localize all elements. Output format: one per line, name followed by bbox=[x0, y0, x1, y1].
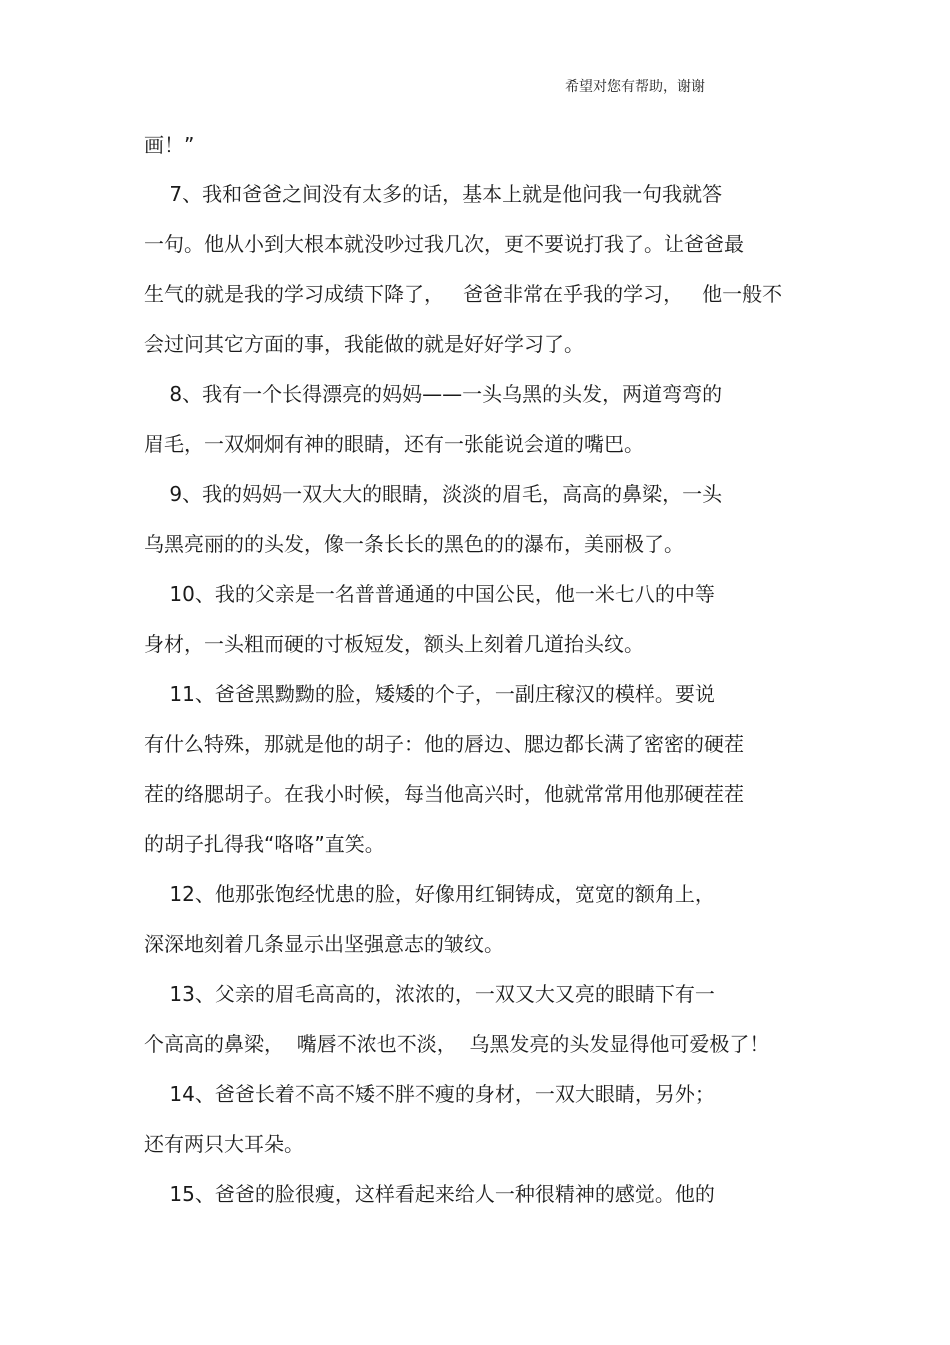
text-line: 会过问其它方面的事，我能做的就是好好学习了。 bbox=[144, 332, 584, 356]
text-line: 11、爸爸黑黝黝的脸，矮矮的个子，一副庄稼汉的模样。要说 bbox=[144, 682, 715, 706]
text-line: 有什么特殊，那就是他的胡子：他的唇边、腮边都长满了密密的硬茬 bbox=[144, 732, 744, 756]
text-line: 8、我有一个长得漂亮的妈妈——一头乌黑的头发，两道弯弯的 bbox=[144, 382, 723, 406]
text-line: 乌黑亮丽的的头发，像一条长长的黑色的的瀑布，美丽极了。 bbox=[144, 532, 684, 556]
text-line: 14、爸爸长着不高不矮不胖不瘦的身材，一双大眼睛，另外； bbox=[144, 1082, 715, 1106]
text-line: 10、我的父亲是一名普普通通的中国公民，他一米七八的中等 bbox=[144, 582, 715, 606]
text-line: 个高高的鼻梁， 嘴唇不浓也不淡， 乌黑发亮的头发显得他可爱极了！ bbox=[144, 1032, 770, 1056]
text-line: 深深地刻着几条显示出坚强意志的皱纹。 bbox=[144, 932, 504, 956]
text-line: 7、我和爸爸之间没有太多的话，基本上就是他问我一句我就答 bbox=[144, 182, 723, 206]
text-line: 还有两只大耳朵。 bbox=[144, 1132, 304, 1156]
text-line: 13、父亲的眉毛高高的，浓浓的，一双又大又亮的眼睛下有一 bbox=[144, 982, 715, 1006]
text-line: 的胡子扎得我“咯咯”直笑。 bbox=[144, 832, 385, 856]
page-header: 希望对您有帮助，谢谢 bbox=[565, 79, 705, 95]
text-line: 9、我的妈妈一双大大的眼睛，淡淡的眉毛，高高的鼻梁，一头 bbox=[144, 482, 723, 506]
text-line: 画！” bbox=[144, 133, 195, 157]
text-line: 生气的就是我的学习成绩下降了， 爸爸非常在乎我的学习， 他一般不 bbox=[144, 282, 783, 306]
text-line: 15、爸爸的脸很瘦，这样看起来给人一种很精神的感觉。他的 bbox=[144, 1182, 715, 1206]
text-line: 一句。他从小到大根本就没吵过我几次，更不要说打我了。让爸爸最 bbox=[144, 232, 744, 256]
text-line: 眉毛，一双炯炯有神的眼睛，还有一张能说会道的嘴巴。 bbox=[144, 432, 644, 456]
text-line: 12、他那张饱经忧患的脸，好像用红铜铸成，宽宽的额角上， bbox=[144, 882, 715, 906]
text-line: 茬的络腮胡子。在我小时候，每当他高兴时，他就常常用他那硬茬茬 bbox=[144, 782, 744, 806]
text-line: 身材，一头粗而硬的寸板短发，额头上刻着几道抬头纹。 bbox=[144, 632, 644, 656]
